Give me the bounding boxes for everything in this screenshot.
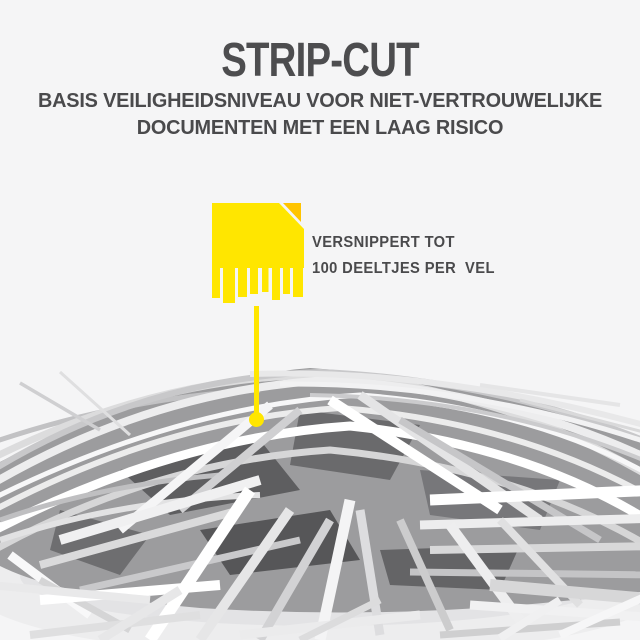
callout-text-line-2: 100 DEELTJES PER VEL — [312, 260, 495, 277]
page-subtitle — [0, 88, 640, 141]
callout-text — [312, 230, 495, 282]
callout-connector-line — [254, 306, 259, 418]
shredded-paper-pile-photo — [0, 350, 640, 640]
callout-text-line-1: VERSNIPPERT TOT — [312, 234, 455, 251]
shredded-document-icon — [212, 203, 304, 303]
page-title: STRIP-CUT — [221, 34, 419, 87]
callout-connector-dot — [249, 412, 264, 427]
subtitle-line-2: DOCUMENTEN MET EEN LAAG RISICO — [136, 115, 504, 139]
subtitle-line-1: BASIS VEILIGHEIDSNIVEAU VOOR NIET-VERTROUWELIJKE — [37, 89, 603, 112]
